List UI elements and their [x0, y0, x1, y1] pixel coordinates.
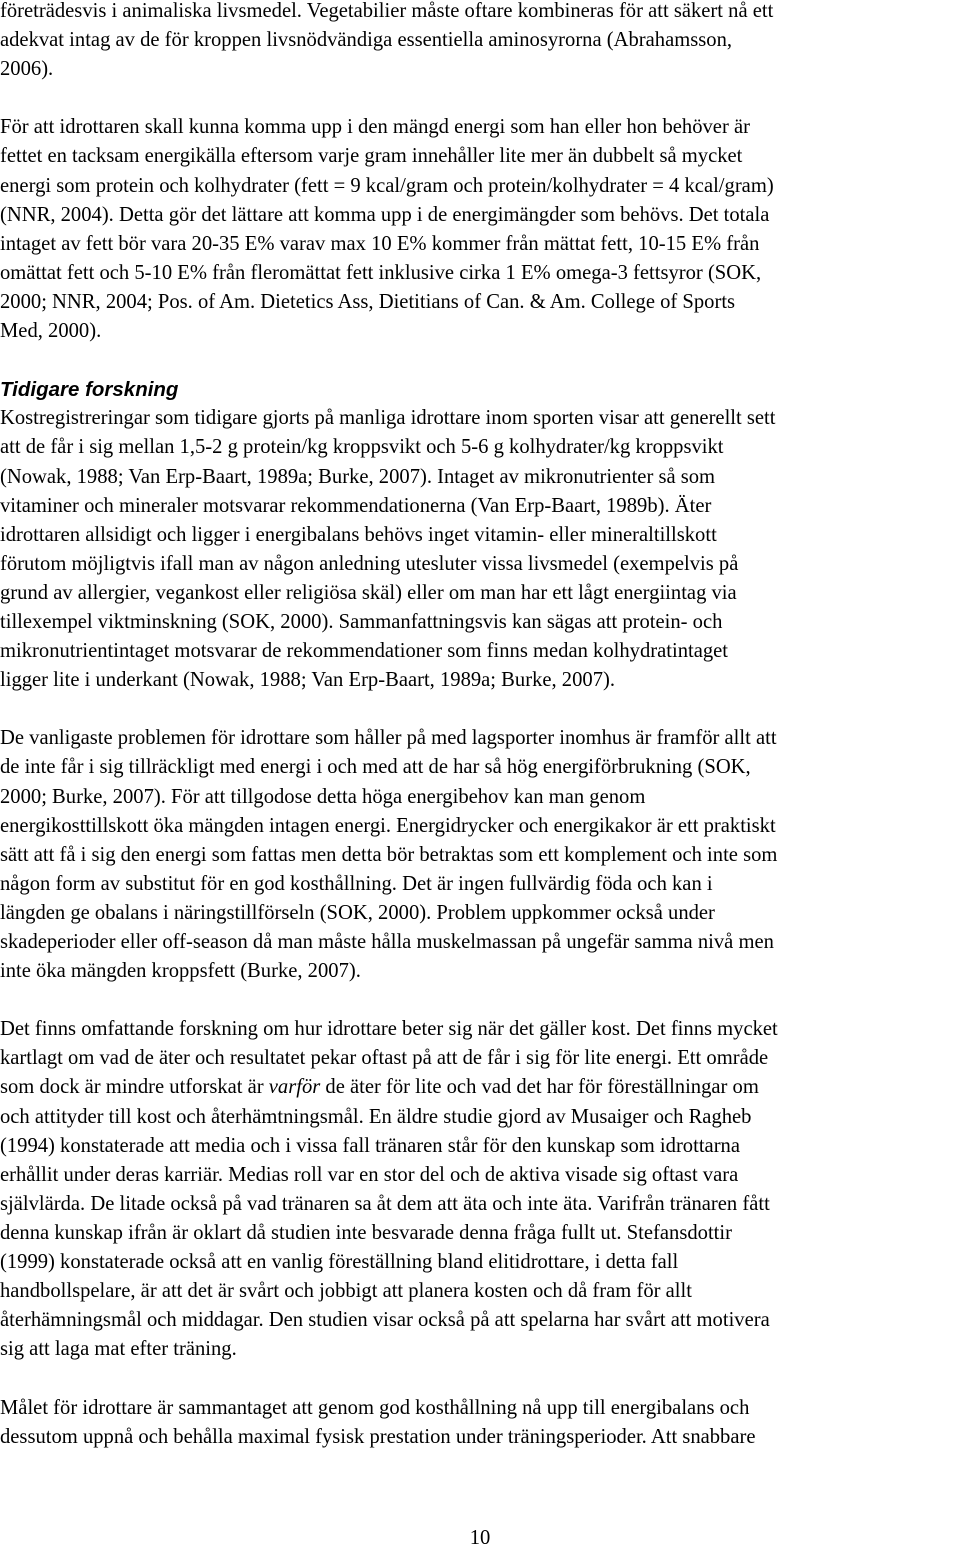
- text-line: Kostregistreringar som tidigare gjorts på manliga idrottare inom sporten visar att generellt sett: [0, 407, 776, 430]
- text-line: omättat fett och 5-10 E% från fleromättat fett inklusive cirka 1 E% omega-3 fettsyror (SOK,: [0, 261, 762, 284]
- text-line: energi som protein och kolhydrater (fett = 9 kcal/gram och protein/kolhydrater = 4 kcal/gram): [0, 174, 774, 197]
- text-line: sätt att få i sig den energi som fattas men detta bör betraktas som ett komplement och inte som: [0, 843, 778, 866]
- emphasized-word: varför: [268, 1076, 321, 1099]
- text-line: Med, 2000).: [0, 320, 102, 343]
- text-line: 2000; NNR, 2004; Pos. of Am. Dietetics Ass, Dietitians of Can. & Am. College of Sports: [0, 290, 736, 313]
- text-line: vitaminer och mineraler motsvarar rekommendationerna (Van Erp-Baart, 1989b). Äter: [0, 494, 712, 517]
- text-line: företrädesvis i animaliska livsmedel. Vegetabilier måste oftare kombineras för att säkert nå ett: [0, 0, 774, 22]
- text-line: 2000; Burke, 2007). För att tillgodose detta höga energibehov kan man genom: [0, 785, 646, 808]
- text-line: För att idrottaren skall kunna komma upp i den mängd energi som han eller hon behöver är: [0, 116, 750, 139]
- text-line: skadeperioder eller off-season då man måste hålla muskelmassan på ungefär samma nivå men: [0, 931, 774, 953]
- text-line: mikronutrientintaget motsvarar de rekommendationer som finns medan kolhydratintaget: [0, 640, 729, 663]
- text-line: längden ge obalans i näringstillförseln (SOK, 2000). Problem uppkommer också under: [0, 901, 715, 924]
- text-line: att de får i sig mellan 1,5-2 g protein/kg kroppsvikt och 5-6 g kolhydrater/kg kroppsvikt: [0, 436, 724, 459]
- text-line: (Nowak, 1988; Van Erp-Baart, 1989a; Burke, 2007). Intaget av mikronutrienter så som: [0, 465, 716, 488]
- text-line: energikosttillskott öka mängden intagen energi. Energidrycker och energikakor är ett praktiskt: [0, 814, 776, 837]
- text-line: ligger lite i underkant (Nowak, 1988; Van Erp-Baart, 1989a; Burke, 2007).: [0, 669, 615, 692]
- text-line: handbollspelare, är att det är svårt och jobbigt att planera kosten och då fram för allt: [0, 1280, 692, 1303]
- paragraph-gap: [0, 695, 960, 724]
- text-line: De vanligaste problemen för idrottare som håller på med lagsporter inomhus är framför allt att: [0, 727, 777, 750]
- text-line: intaget av fett bör vara 20-35 E% varav max 10 E% kommer från mättat fett, 10-15 E% från: [0, 232, 760, 255]
- paragraph-problems: [0, 724, 960, 986]
- text-segment: de äter för lite och vad det har för föreställningar om: [320, 1076, 759, 1099]
- text-line: förutom möjligtvis ifall man av någon anledning utesluter vissa livsmedel (exempelvis på: [0, 552, 739, 575]
- paragraph-goal: [0, 1394, 960, 1452]
- paragraph-gap: [0, 986, 960, 1015]
- text-line: inte öka mängden kroppsfett (Burke, 2007).: [0, 960, 361, 983]
- text-line: erhållit under deras karriär. Medias roll var en stor del och de aktiva visade sig oftast vara: [0, 1163, 739, 1186]
- section-heading: Tidigare forskning: [0, 378, 179, 402]
- text-line: (1999) konstaterade också att en vanlig föreställning bland elitidrottare, i detta fall: [0, 1251, 679, 1274]
- text-line: återhämningsmål och middagar. Den studien visar också på att spelarna har svårt att motivera: [0, 1309, 770, 1332]
- text-line: (NNR, 2004). Detta gör det lättare att komma upp i de energimängder som behövs. Det totala: [0, 203, 770, 226]
- text-line: idrottaren allsidigt och ligger i energibalans behövs inget vitamin- eller mineraltillskott: [0, 523, 717, 546]
- text-line: någon form av substitut för en god kosthållning. Det är ingen fullvärdig föda och kan i: [0, 872, 713, 895]
- paragraph-forskning: [0, 1015, 960, 1364]
- text-line: självlärda. De litade också på vad tränaren sa åt dem att äta och inte äta. Varifrån tränaren fått: [0, 1192, 770, 1215]
- text-line: grund av allergier, vegankost eller religiösa skäl) eller om man har ett lågt energiintag via: [0, 581, 737, 604]
- paragraph-gap: [0, 1364, 960, 1393]
- page-number: 10: [469, 1527, 491, 1549]
- text-line: Målet för idrottare är sammantaget att genom god kosthållning nå upp till energibalans och: [0, 1396, 750, 1419]
- text-line: kartlagt om vad de äter och resultatet pekar oftast på att de får i sig för lite energi. Ett område: [0, 1047, 769, 1070]
- text-segment: som dock är mindre utforskat är: [0, 1076, 269, 1099]
- text-line: adekvat intag av de för kroppen livsnödvändiga essentiella aminosyrorna (Abrahamsson,: [0, 29, 733, 52]
- paragraph-research: [0, 404, 960, 695]
- text-line: Det finns omfattande forskning om hur idrottare beter sig när det gäller kost. Det finns mycket: [0, 1018, 778, 1041]
- paragraph-gap: [0, 84, 960, 113]
- text-line-with-emphasis: [0, 1073, 960, 1102]
- text-line: (1994) konstaterade att media och i vissa fall tränaren står för den kunskap som idrottarna: [0, 1134, 740, 1157]
- text-line: fettet en tacksam energikälla eftersom varje gram innehåller lite mer än dubbelt så mycket: [0, 145, 743, 168]
- text-line: sig att laga mat efter träning.: [0, 1338, 237, 1361]
- paragraph-energy: [0, 113, 960, 346]
- text-line: och attityder till kost och återhämtningsmål. En äldre studie gjord av Musaiger och Ragheb: [0, 1105, 752, 1128]
- text-line: 2006).: [0, 58, 54, 81]
- text-line: denna kunskap ifrån är oklart då studien inte besvarade denna fråga fullt ut. Stefansdottir: [0, 1221, 732, 1244]
- text-line: tillexempel viktminskning (SOK, 2000). Sammanfattningsvis kan sägas att protein- och: [0, 610, 723, 633]
- paragraph-intro: [0, 0, 960, 84]
- text-line: dessutom uppnå och behålla maximal fysisk prestation under träningsperioder. Att snabbare: [0, 1425, 756, 1448]
- paragraph-gap: [0, 346, 960, 375]
- text-line: de inte får i sig tillräckligt med energi i och med att de har så hög energiförbrukning (SOK,: [0, 756, 751, 779]
